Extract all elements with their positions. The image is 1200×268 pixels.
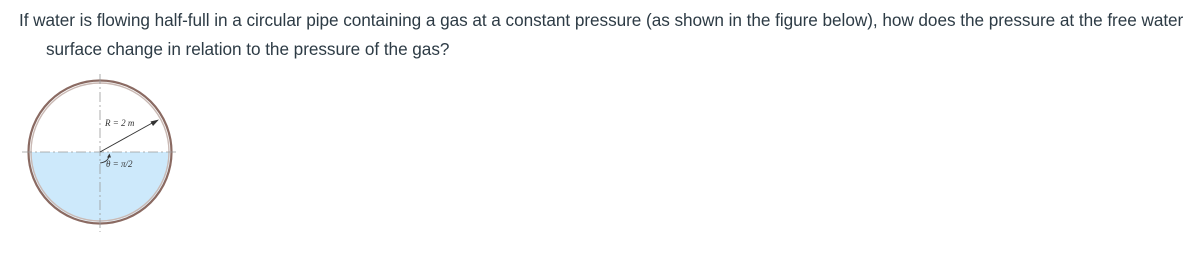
radius-arrowhead [151, 120, 160, 127]
question-text: If water is flowing half-full in a circular pipe containing a gas at a constant pressure (as shown in the figure below), how does the pressure at the free water surface change in relation to the pressure of the gas? [19, 10, 1184, 59]
angle-label: θ = π/2 [106, 159, 133, 169]
radius-label: R = 2 m [105, 118, 135, 128]
pipe-diagram [22, 72, 178, 240]
pipe-figure [22, 72, 178, 240]
